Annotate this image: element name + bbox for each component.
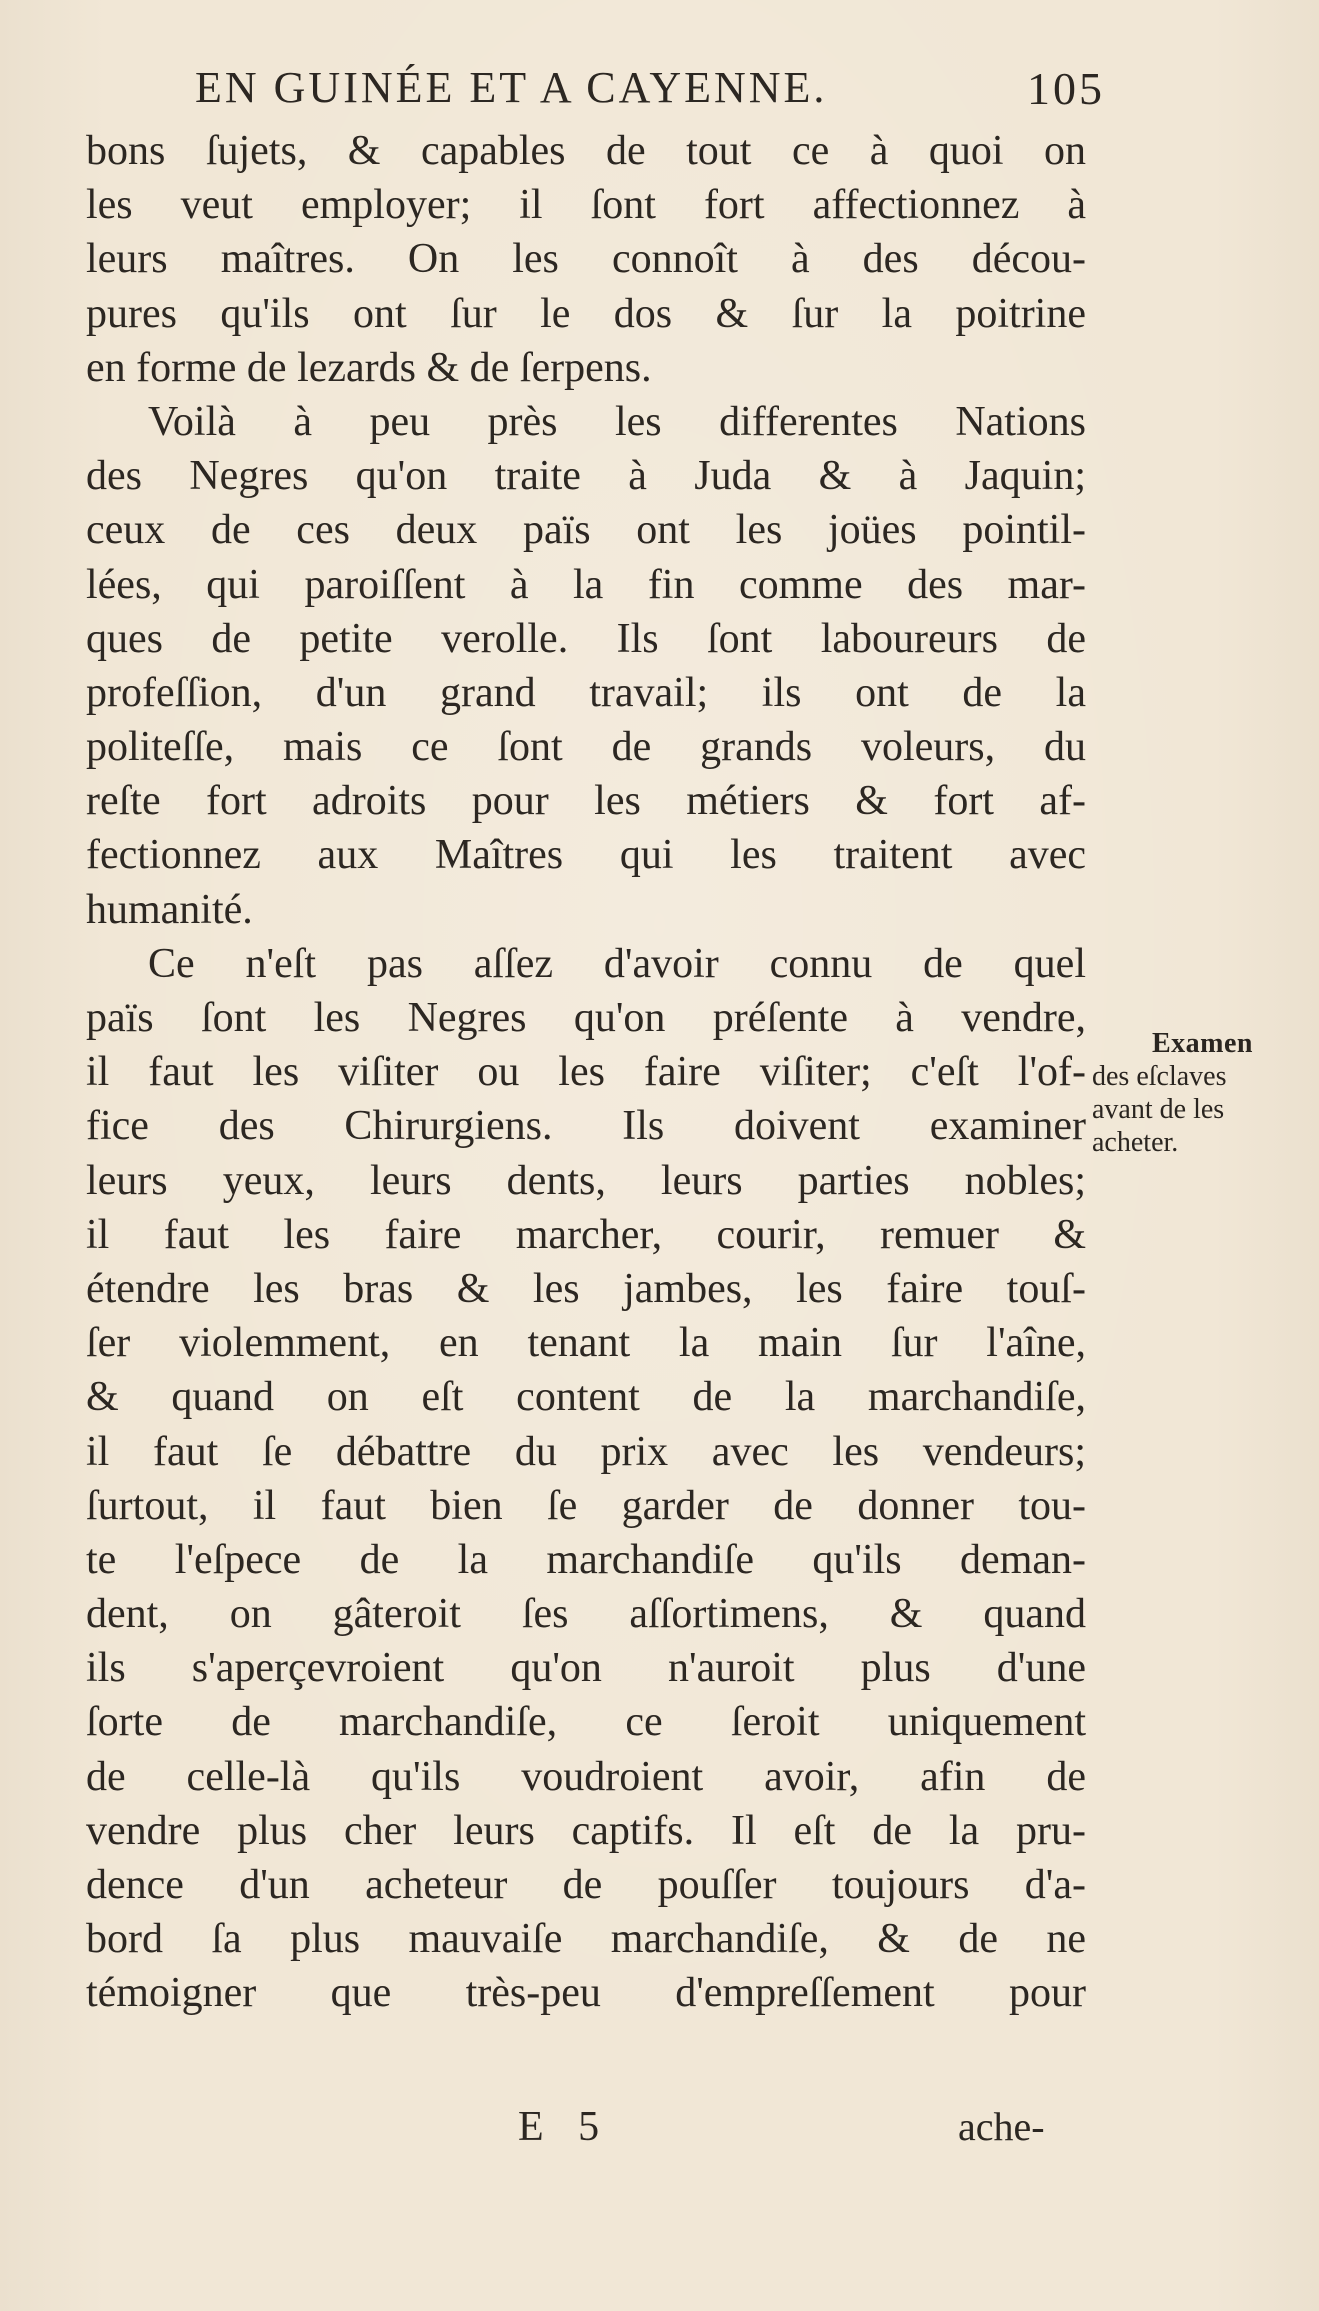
text-line (86, 1858, 1086, 1912)
text-line-content: ils s'aperçevroient qu'on n'auroit plus d'une (86, 1645, 1086, 1692)
text-line (86, 1641, 1086, 1695)
text-line (86, 991, 1086, 1045)
catchword: ache- (958, 2104, 1045, 2149)
text-line-content: reſte fort adroits pour les métiers & fort af- (86, 778, 1086, 825)
text-line-content: Ce n'eſt pas aſſez d'avoir connu de quel (148, 940, 1086, 987)
text-line (86, 1154, 1086, 1208)
text-line-content: dence d'un acheteur de pouſſer toujours d'a- (86, 1862, 1086, 1908)
text-line (86, 1966, 1086, 2020)
marginal-note (1092, 1027, 1307, 1159)
text-line (86, 1533, 1086, 1587)
text-line-content: pures qu'ils ont ſur le dos & ſur la poitrine (86, 290, 1086, 337)
text-line-content: païs ſont les Negres qu'on préſente à vendre, (86, 995, 1086, 1041)
text-line (86, 720, 1086, 774)
text-line (86, 124, 1086, 178)
text-line-content: politeſſe, mais ce ſont de grands voleurs, du (86, 724, 1086, 771)
marginal-note-line: acheter. (1092, 1127, 1179, 1158)
text-line (86, 1912, 1086, 1966)
text-line-content: lées, qui paroiſſent à la fin comme des mar- (86, 561, 1086, 608)
text-line-content: les veut employer; il ſont fort affectionnez à (86, 182, 1086, 229)
text-line-content: il faut les faire marcher, courir, remuer & (86, 1211, 1086, 1258)
text-line-content: ques de petite verolle. Ils ſont laboureurs de (86, 615, 1086, 662)
text-line (86, 287, 1086, 341)
marginal-note-line: Examen (1152, 1028, 1253, 1059)
text-line-content: il faut ſe débattre du prix avec les vendeurs; (86, 1428, 1086, 1475)
text-line-content: bord ſa plus mauvaiſe marchandiſe, & de ne (86, 1916, 1086, 1963)
text-line (86, 503, 1086, 557)
text-line (86, 1099, 1086, 1153)
text-line (86, 1208, 1086, 1262)
text-line-content: fectionnez aux Maîtres qui les traitent avec (86, 832, 1086, 879)
text-line-content: humanité. (86, 886, 253, 933)
page-number: 105 (1027, 63, 1105, 114)
text-line-content: ſurtout, il faut bien ſe garder de donner tou- (86, 1482, 1086, 1529)
text-line-content: te l'eſpece de la marchandiſe qu'ils deman- (86, 1536, 1086, 1583)
text-line (86, 1804, 1086, 1858)
running-head (195, 62, 1105, 126)
text-line (86, 937, 1086, 991)
text-line-content: Voilà à peu près les differentes Nations (148, 398, 1086, 445)
marginal-note-line: des eſclaves (1092, 1061, 1227, 1092)
text-line (86, 1425, 1086, 1479)
text-line (86, 774, 1086, 828)
text-line (86, 1316, 1086, 1370)
text-line (86, 828, 1086, 882)
text-line (86, 341, 1086, 395)
text-line-content: des Negres qu'on traite à Juda & à Jaquin; (86, 453, 1086, 500)
signature-mark: E 5 (518, 2104, 612, 2150)
text-line-content: dent, on gâteroit ſes aſſortimens, & quand (86, 1591, 1086, 1638)
text-line (86, 178, 1086, 232)
text-line-content: ceux de ces deux païs ont les joües pointil- (86, 507, 1086, 554)
text-line-content: & quand on eſt content de la marchandiſe, (86, 1374, 1086, 1421)
text-line (86, 449, 1086, 503)
text-line (86, 1262, 1086, 1316)
text-line (86, 1587, 1086, 1641)
text-line (86, 558, 1086, 612)
main-text (86, 124, 1086, 2021)
text-line-content: fice des Chirurgiens. Ils doivent examiner (86, 1103, 1086, 1150)
text-line (86, 612, 1086, 666)
text-line (86, 1045, 1086, 1099)
text-line (86, 666, 1086, 720)
text-line (86, 232, 1086, 286)
text-line-content: étendre les bras & les jambes, les faire touſ- (86, 1265, 1086, 1312)
text-line-content: ſer violemment, en tenant la main ſur l'aîne, (86, 1320, 1086, 1367)
text-line-content: leurs yeux, leurs dents, leurs parties nobles; (86, 1157, 1086, 1204)
text-line-content: bons ſujets, & capables de tout ce à quoi on (86, 128, 1086, 174)
text-line-content: leurs maîtres. On les connoît à des décou- (86, 236, 1086, 283)
marginal-note-line: avant de les (1092, 1094, 1225, 1125)
text-line (86, 883, 1086, 937)
text-line (86, 1695, 1086, 1749)
running-title: EN GUINÉE ET A CAYENNE. (195, 63, 828, 112)
text-line-content: ſorte de marchandiſe, ce ſeroit uniquement (86, 1699, 1086, 1746)
text-line-content: il faut les viſiter ou les faire viſiter; c'eſt l'of- (86, 1049, 1086, 1096)
text-line (86, 1750, 1086, 1804)
text-line-content: témoigner que très-peu d'empreſſement pour (86, 1970, 1086, 2017)
text-line-content: vendre plus cher leurs captifs. Il eſt de la pru- (86, 1807, 1086, 1854)
text-line-content: profeſſion, d'un grand travail; ils ont de la (86, 669, 1086, 716)
text-line-content: de celle-là qu'ils voudroient avoir, afin de (86, 1753, 1086, 1800)
text-line (86, 1479, 1086, 1533)
text-line (86, 1370, 1086, 1424)
text-line (86, 395, 1086, 449)
text-line-content: en forme de lezards & de ſerpens. (86, 344, 652, 391)
